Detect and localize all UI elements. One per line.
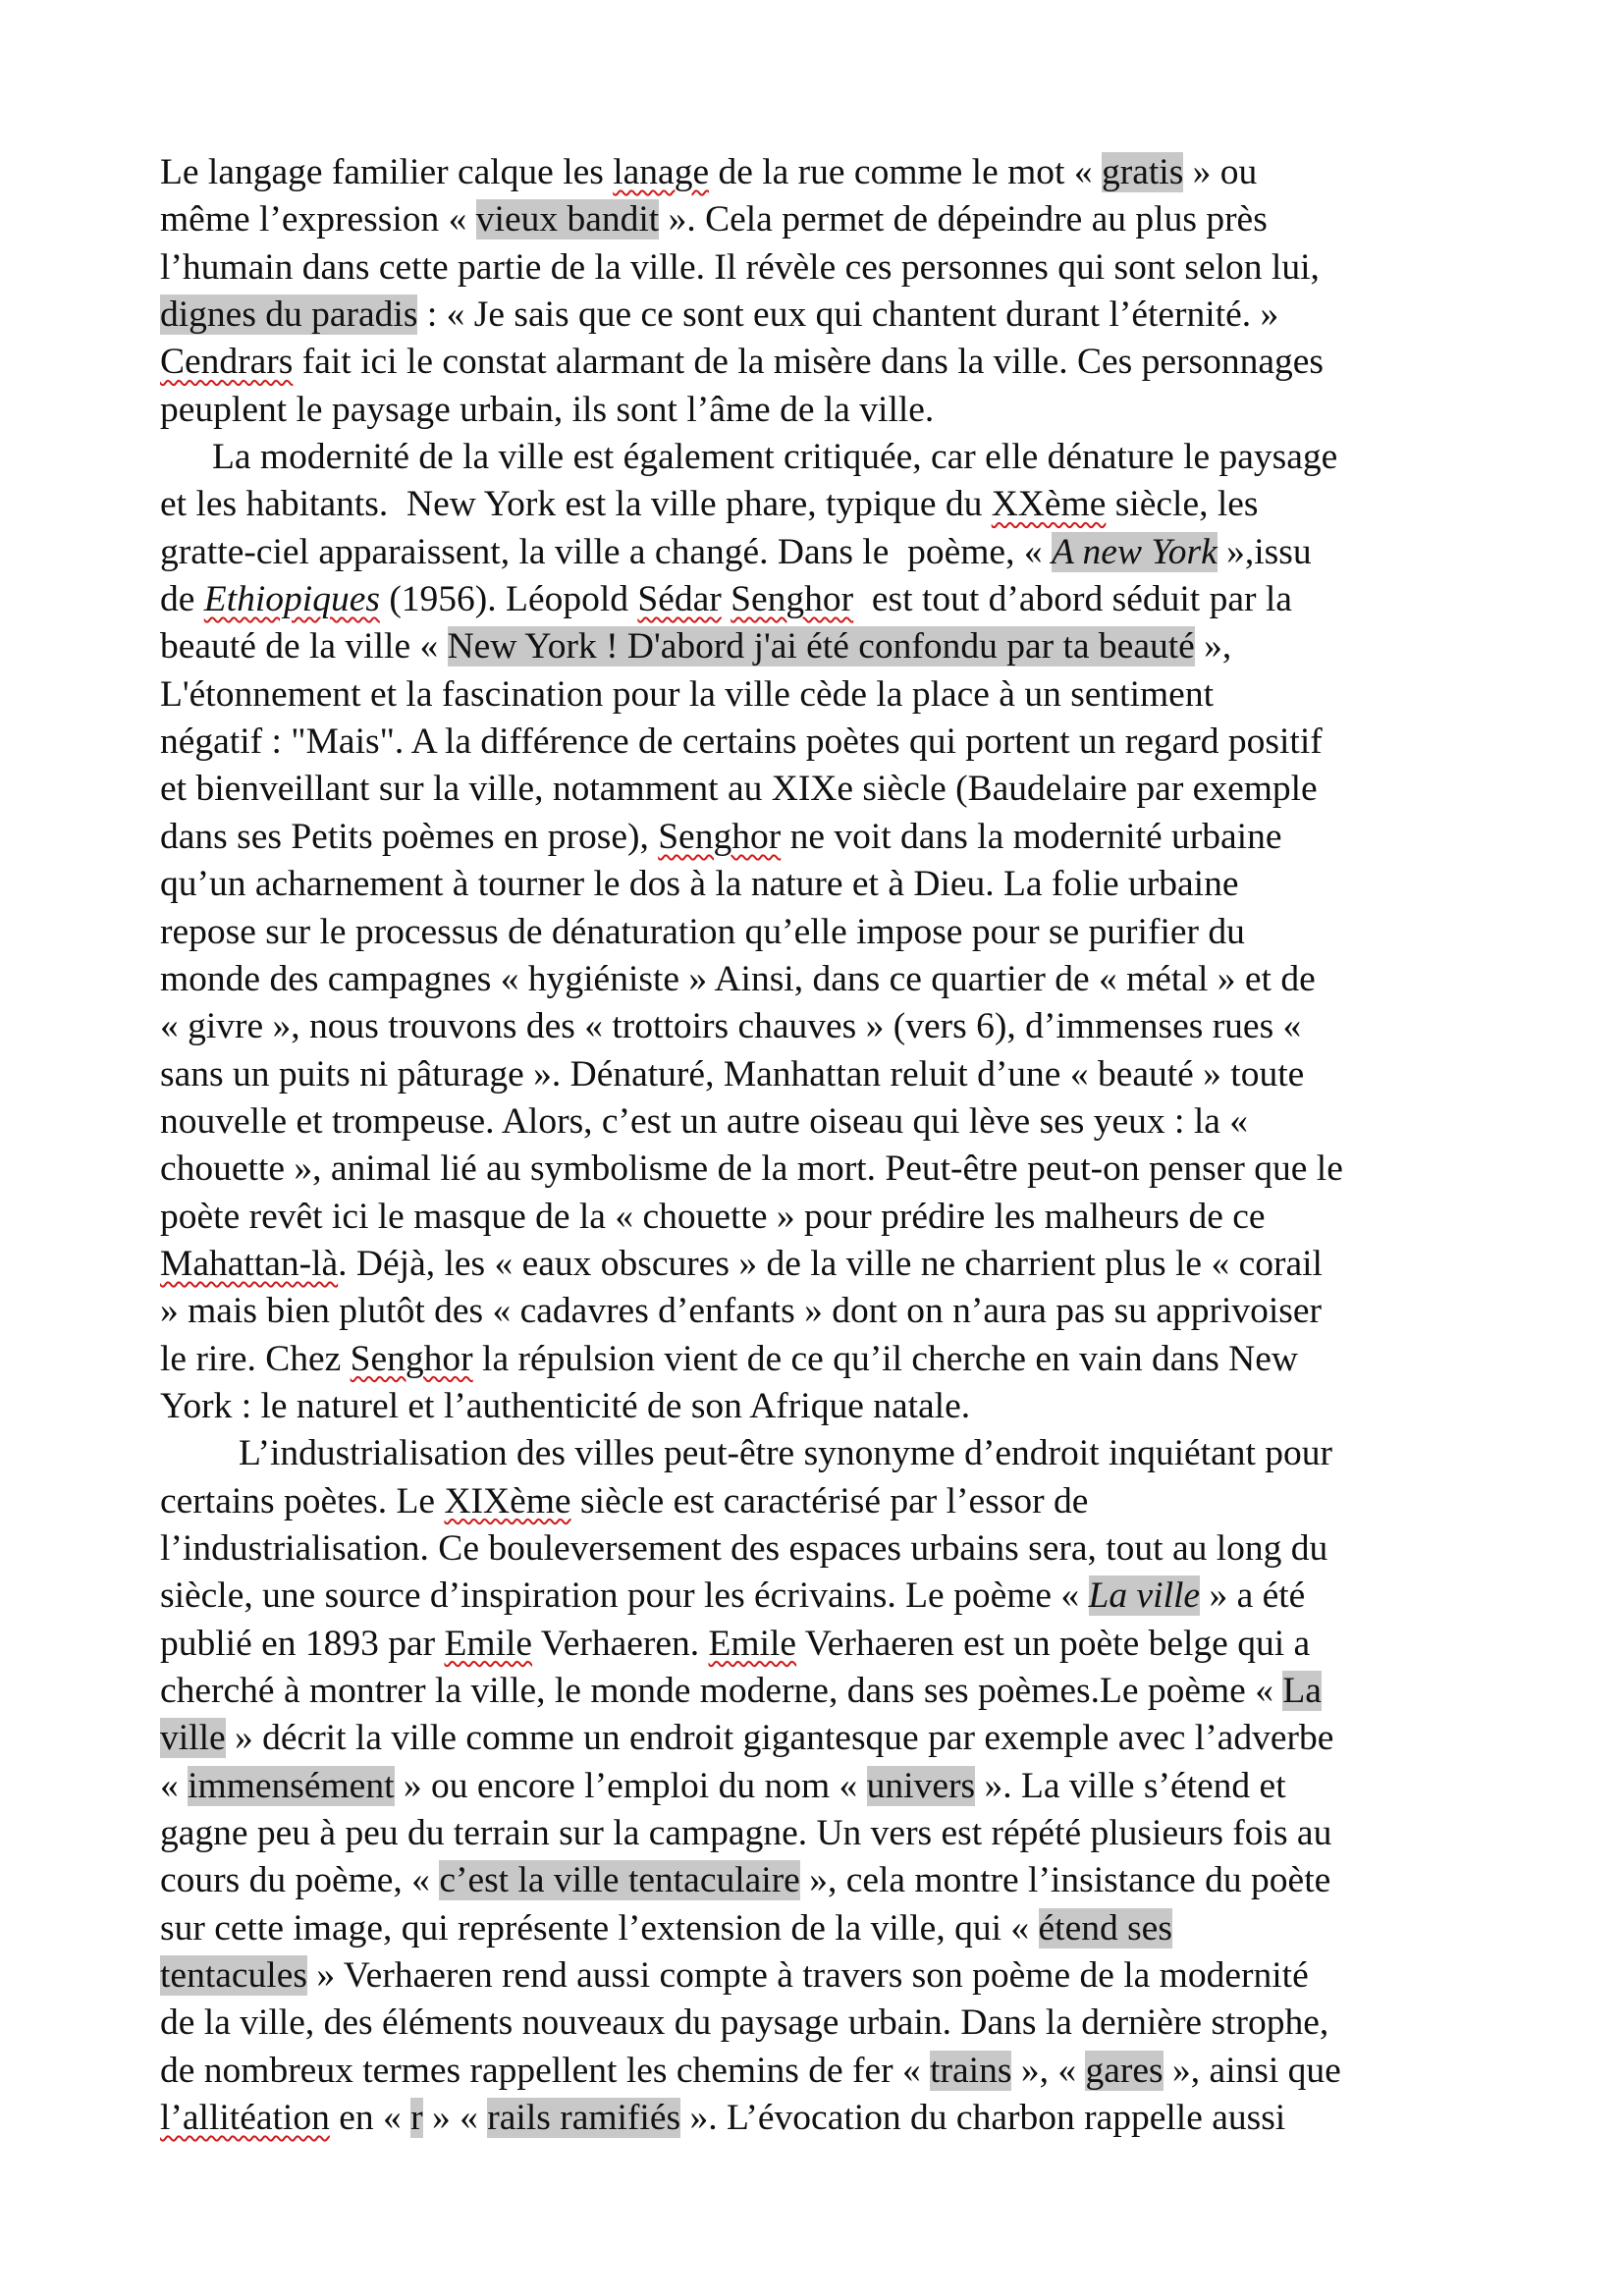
text-line: [160, 387, 1486, 434]
text-line: [160, 719, 1486, 766]
text-run: La modernité de la ville est également critiquée, car elle dénature le paysage: [212, 437, 1338, 478]
text-run: » a été: [1200, 1575, 1306, 1617]
text-run: poète revêt ici le masque de la « chouette » pour prédire les malheurs de ce: [160, 1196, 1266, 1237]
spelling-flagged-word: Senghor: [658, 816, 782, 857]
text-run: », «: [1011, 2050, 1086, 2091]
text-run: de nombreux termes rappellent les chemins de fer «: [160, 2050, 931, 2091]
text-line: [160, 861, 1486, 908]
spelling-flagged-word: Mahattan-là: [160, 1243, 339, 1284]
spelling-flagged-word: Sédar: [637, 579, 722, 620]
text-run: » «: [422, 2098, 488, 2139]
text-line: [160, 292, 1486, 339]
text-line: [160, 1383, 1486, 1430]
spelling-flagged-word: Ethiopiques: [203, 579, 380, 620]
text-run: fait ici le constat alarmant de la misère dans la ville. Ces personnages: [293, 342, 1325, 383]
text-run: dans ses Petits poèmes en prose),: [160, 816, 659, 857]
text-line: [160, 1098, 1486, 1146]
text-run: repose sur le processus de dénaturation qu’elle impose pour se purifier du: [160, 911, 1245, 952]
text-run: ». Cela permet de dépeindre au plus près: [659, 199, 1268, 240]
text-run: nouvelle et trompeuse. Alors, c’est un autre oiseau qui lève ses yeux : la «: [160, 1100, 1249, 1142]
nbsp-marked-text: vieux bandit: [475, 199, 660, 240]
text-line: [160, 1146, 1486, 1193]
text-line: [160, 1241, 1486, 1288]
text-run: ». La ville s’étend et: [975, 1765, 1286, 1806]
text-run: gagne peu à peu du terrain sur la campagne. Un vers est répété plusieurs fois au: [160, 1813, 1332, 1854]
text-line: [160, 1905, 1486, 1952]
text-line: [160, 1715, 1486, 1762]
nbsp-marked-text: trains: [930, 2050, 1012, 2091]
text-run: l’humain dans cette partie de la ville. Il révèle ces personnes qui sont selon lui,: [160, 246, 1320, 288]
text-run: qu’un acharnement à tourner le dos à la nature et à Dieu. La folie urbaine: [160, 864, 1239, 905]
text-run: » ou: [1183, 152, 1258, 192]
text-run: Le langage familier calque les: [160, 152, 614, 192]
text-line: [160, 1763, 1486, 1810]
text-line: [160, 2095, 1486, 2142]
text-run: le rire. Chez: [160, 1338, 351, 1379]
nbsp-marked-text: gares: [1085, 2050, 1164, 2091]
text-run: en «: [329, 2098, 411, 2139]
text-run: ne voit dans la modernité urbaine: [781, 816, 1282, 857]
text-run: (1956). Léopold: [379, 579, 638, 620]
nbsp-marked-text: étend ses: [1038, 1907, 1172, 1949]
text-run: »,: [1194, 626, 1232, 667]
spelling-flagged-word: Senghor: [731, 579, 854, 620]
text-run: . Déjà, les « eaux obscures » de la ville ne charrient plus le « corail: [338, 1243, 1323, 1284]
text-run: »,issu: [1217, 531, 1312, 572]
text-run: » mais bien plutôt des « cadavres d’enfants » dont on n’aura pas su apprivoiser: [160, 1291, 1323, 1332]
nbsp-marked-text: r: [410, 2098, 423, 2139]
text-line: [160, 244, 1486, 292]
text-run: « givre », nous trouvons des « trottoirs chauves » (vers 6), d’immenses rues «: [160, 1006, 1302, 1047]
text-run: et bienveillant sur la ville, notamment au XIXe siècle (Baudelaire par exemple: [160, 769, 1318, 810]
text-line: [160, 909, 1486, 956]
text-line: [160, 671, 1486, 719]
text-line: [160, 339, 1486, 386]
text-run: », ainsi que: [1163, 2050, 1341, 2091]
text-line: [160, 1573, 1486, 1620]
text-line: [160, 196, 1486, 243]
text-run: » décrit la ville comme un endroit gigantesque par exemple avec l’adverbe: [225, 1718, 1334, 1759]
text-run: de la ville, des éléments nouveaux du paysage urbain. Dans la dernière strophe,: [160, 2002, 1329, 2044]
spelling-flagged-word: lanage: [613, 152, 710, 192]
text-run: Verhaeren est un poète belge qui a: [796, 1623, 1311, 1664]
text-line: [160, 1288, 1486, 1335]
text-line: [160, 576, 1486, 623]
text-run: siècle, une source d’inspiration pour les écrivains. Le poème «: [160, 1575, 1089, 1617]
text-run: gratte-ciel apparaissent, la ville a changé. Dans le poème, «: [160, 531, 1052, 572]
text-run: chouette », animal lié au symbolisme de la mort. Peut-être peut-on penser que le: [160, 1148, 1343, 1190]
text-run: [722, 579, 731, 619]
text-run: est tout d’abord séduit par la: [853, 579, 1292, 620]
text-run: sur cette image, qui représente l’extension de la ville, qui «: [160, 1907, 1039, 1949]
text-run: la répulsion vient de ce qu’il cherche en vain dans New: [472, 1338, 1298, 1379]
text-run: cours du poème, «: [160, 1860, 440, 1901]
text-line: [160, 1621, 1486, 1668]
text-run: «: [160, 1765, 189, 1806]
nbsp-marked-text: c’est la ville tentaculaire: [439, 1860, 800, 1901]
text-line: [160, 2048, 1486, 2095]
text-run: peuplent le paysage urbain, ils sont l’âme de la ville.: [160, 389, 935, 430]
text-run: de: [160, 579, 204, 620]
text-run: même l’expression «: [160, 199, 476, 240]
nbsp-marked-text: A new York: [1051, 531, 1218, 572]
text-line: [160, 623, 1486, 670]
text-run: : « Je sais que ce sont eux qui chantent durant l’éternité. »: [417, 294, 1279, 336]
nbsp-marked-text: dignes du paradis: [160, 294, 418, 336]
text-line: [160, 1810, 1486, 1857]
text-run: siècle, les: [1106, 484, 1259, 525]
nbsp-marked-text: rails ramifiés: [487, 2098, 681, 2139]
spelling-flagged-word: Senghor: [350, 1338, 473, 1379]
text-run: négatif : "Mais". A la différence de certains poètes qui portent un regard positif: [160, 721, 1323, 763]
text-line: [160, 1668, 1486, 1715]
nbsp-marked-text: univers: [866, 1765, 976, 1806]
text-line: [160, 1003, 1486, 1050]
text-line: [160, 434, 1486, 481]
nbsp-marked-text: New York ! D'abord j'ai été confondu par ta beauté: [447, 626, 1195, 667]
text-line: [160, 956, 1486, 1003]
document-body-text[interactable]: [160, 149, 1486, 2142]
text-run: Verhaeren.: [532, 1623, 709, 1664]
text-run: » ou encore l’emploi du nom «: [394, 1765, 867, 1806]
spelling-flagged-word: l’allitéation: [160, 2098, 330, 2139]
text-run: York : le naturel et l’authenticité de son Afrique natale.: [160, 1385, 971, 1426]
text-run: L'étonnement et la fascination pour la ville cède la place à un sentiment: [160, 673, 1214, 715]
nbsp-marked-text: La ville: [1088, 1575, 1201, 1617]
text-run: de la rue comme le mot «: [709, 152, 1102, 192]
text-line: [160, 1478, 1486, 1525]
spelling-flagged-word: Emile: [708, 1623, 797, 1664]
text-line: [160, 149, 1486, 196]
text-line: [160, 1525, 1486, 1573]
text-run: l’industrialisation. Ce bouleversement des espaces urbains sera, tout au long du: [160, 1527, 1328, 1569]
text-run: certains poètes. Le: [160, 1480, 445, 1522]
text-line: [160, 1857, 1486, 1904]
text-run: monde des campagnes « hygiéniste » Ainsi, dans ce quartier de « métal » et de: [160, 958, 1316, 999]
text-line: [160, 1336, 1486, 1383]
nbsp-marked-text: La: [1282, 1671, 1322, 1711]
text-line: [160, 529, 1486, 576]
text-run: ». L’évocation du charbon rappelle aussi: [680, 2098, 1286, 2139]
text-run: L’industrialisation des villes peut-être synonyme d’endroit inquiétant pour: [239, 1433, 1333, 1474]
nbsp-marked-text: gratis: [1101, 152, 1184, 192]
spelling-flagged-word: XIXème: [444, 1480, 571, 1522]
text-run: cherché à montrer la ville, le monde moderne, dans ses poèmes.Le poème «: [160, 1671, 1283, 1711]
text-run: », cela montre l’insistance du poète: [799, 1860, 1331, 1901]
text-line: [160, 2000, 1486, 2047]
nbsp-marked-text: immensément: [188, 1765, 395, 1806]
text-run: publié en 1893 par: [160, 1623, 445, 1664]
text-line: [160, 1194, 1486, 1241]
text-line: [160, 814, 1486, 861]
text-line: [160, 1952, 1486, 2000]
spelling-flagged-word: Emile: [444, 1623, 533, 1664]
nbsp-marked-text: ville: [160, 1718, 226, 1759]
text-run: » Verhaeren rend aussi compte à travers son poème de la modernité: [306, 1955, 1309, 1997]
text-line: [160, 481, 1486, 528]
text-run: siècle est caractérisé par l’essor de: [570, 1480, 1089, 1522]
text-line: [160, 1430, 1486, 1477]
text-line: [160, 766, 1486, 813]
text-line: [160, 1051, 1486, 1098]
text-run: et les habitants. New York est la ville phare, typique du: [160, 484, 992, 525]
text-run: sans un puits ni pâturage ». Dénaturé, Manhattan reluit d’une « beauté » toute: [160, 1053, 1305, 1095]
text-run: beauté de la ville «: [160, 626, 448, 667]
nbsp-marked-text: tentacules: [160, 1955, 307, 1997]
spelling-flagged-word: Cendrars: [160, 342, 294, 383]
spelling-flagged-word: XXème: [991, 484, 1107, 525]
